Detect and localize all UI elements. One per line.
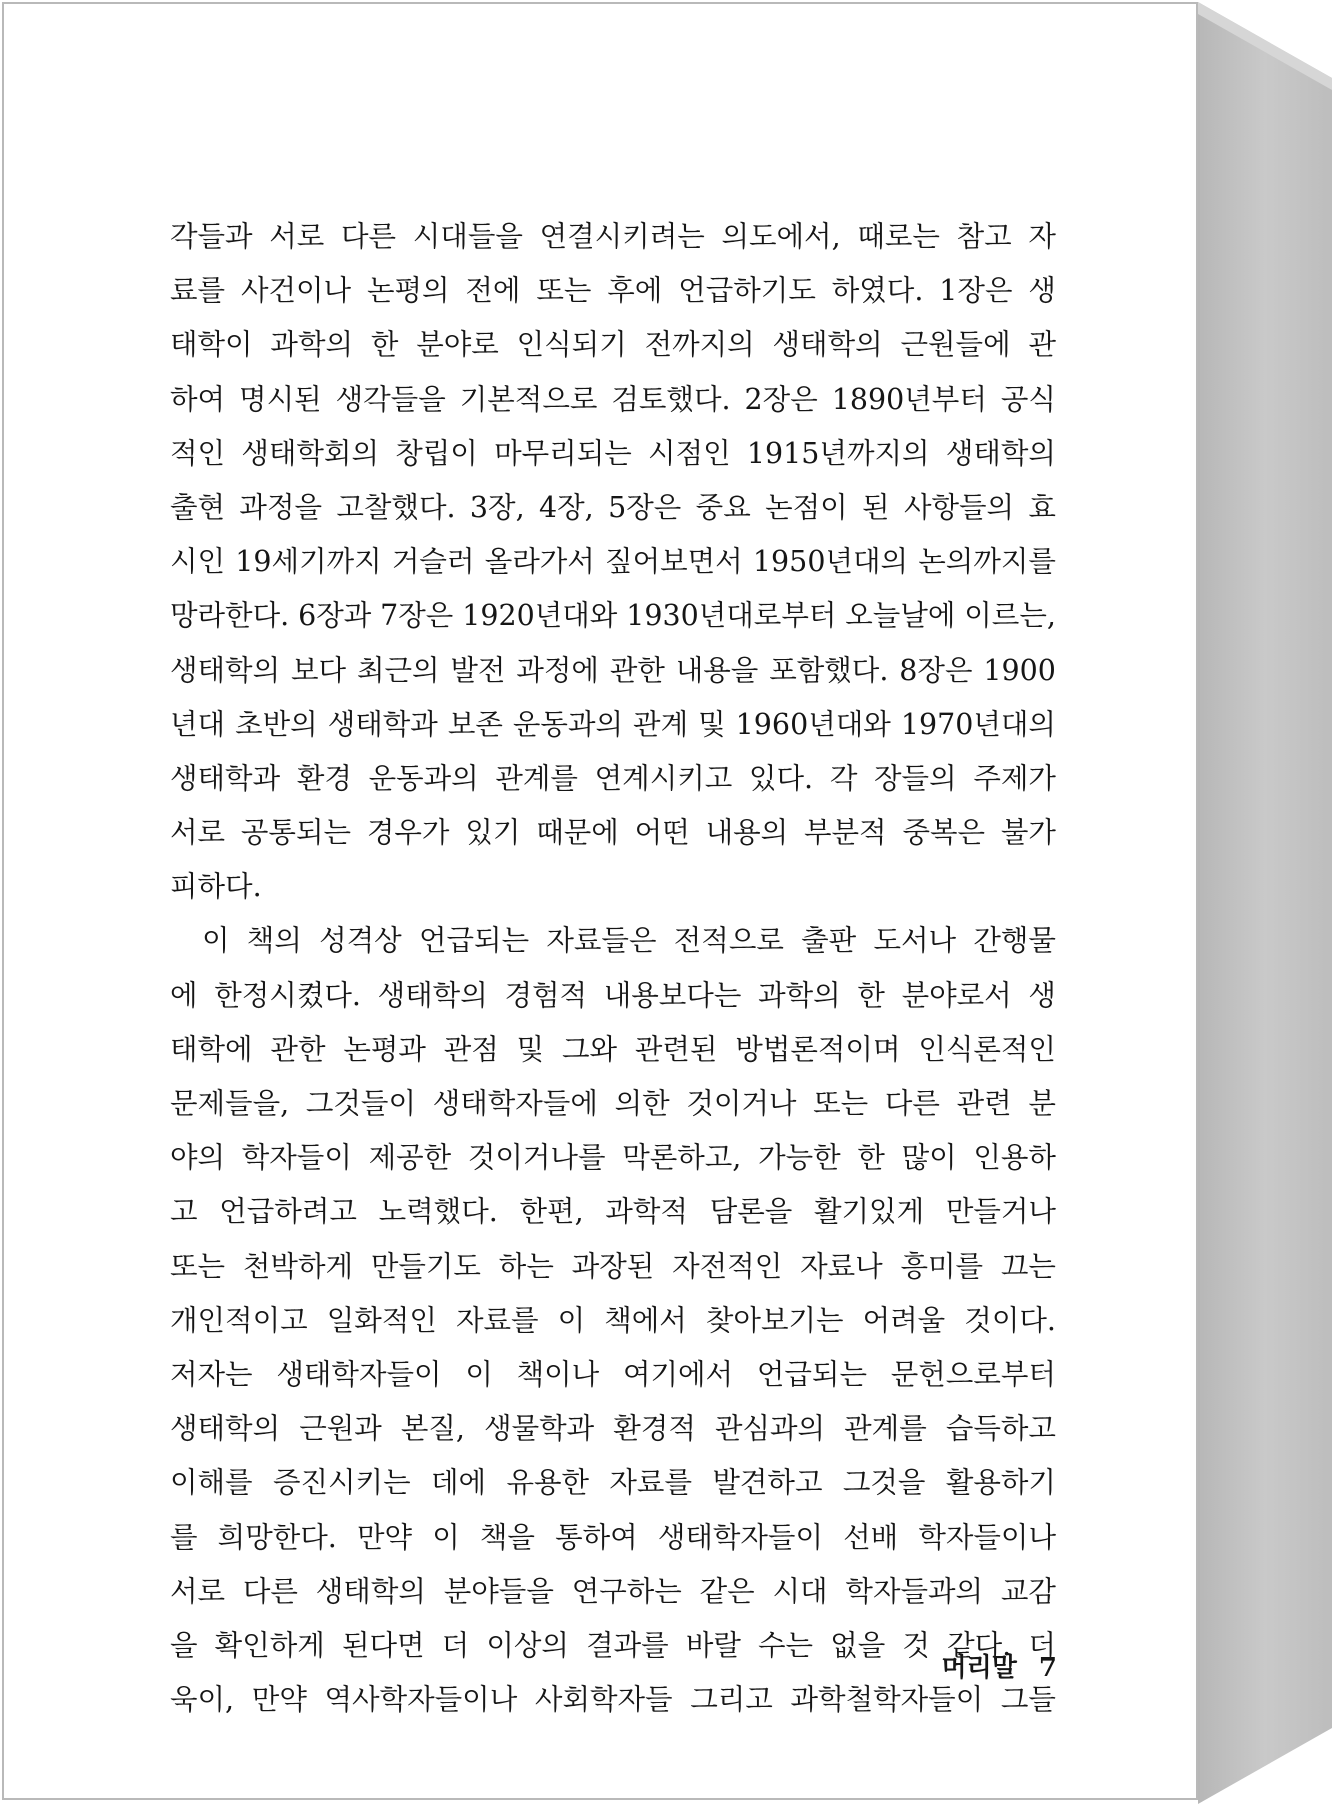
page-number: 7 xyxy=(1038,1653,1057,1683)
text-line: 서로 다른 생태학의 분야들을 연구하는 같은 시대 학자들과의 교감 xyxy=(170,1574,1056,1608)
text-line: 저자는 생태학자들이 이 책이나 여기에서 언급되는 문헌으로부터 xyxy=(170,1357,1056,1391)
text-line: 이 책의 성격상 언급되는 자료들은 전적으로 출판 도서나 간행물 xyxy=(202,924,1056,958)
text-line: 적인 생태학회의 창립이 마무리되는 시점인 1915년까지의 생태학의 xyxy=(170,436,1056,470)
text-line: 생태학과 환경 운동과의 관계를 연계시키고 있다. 각 장들의 주제가 xyxy=(170,761,1056,795)
footer-section-title: 머리말 xyxy=(941,1653,1017,1683)
running-footer xyxy=(942,1647,1057,1684)
text-line: 문제들을, 그것들이 생태학자들에 의한 것이거나 또는 다른 관련 분 xyxy=(170,1087,1056,1120)
text-line: 서로 공통되는 경우가 있기 때문에 어떤 내용의 부분적 중복은 불가 xyxy=(170,816,1056,850)
text-line: 각들과 서로 다른 시대들을 연결시키려는 의도에서, 때로는 참고 자 xyxy=(170,220,1056,253)
text-line: 또는 천박하게 만들기도 하는 과장된 자전적인 자료나 흥미를 끄는 xyxy=(170,1249,1056,1283)
text-line: 망라한다. 6장과 7장은 1920년대와 1930년대로부터 오늘날에 이르는, xyxy=(170,599,1056,633)
text-line: 하여 명시된 생각들을 기본적으로 검토했다. 2장은 1890년부터 공식 xyxy=(170,382,1056,416)
text-line: 이해를 증진시키는 데에 유용한 자료를 발견하고 그것을 활용하기 xyxy=(170,1466,1056,1500)
text-line: 년대 초반의 생태학과 보존 운동과의 관계 및 1960년대와 1970년대의 xyxy=(170,707,1056,741)
text-line: 태학이 과학의 한 분야로 인식되기 전까지의 생태학의 근원들에 관 xyxy=(170,328,1056,362)
text-line: 에 한정시켰다. 생태학의 경험적 내용보다는 과학의 한 분야로서 생 xyxy=(170,978,1056,1012)
text-line: 를 희망한다. 만약 이 책을 통하여 생태학자들이 선배 학자들이나 xyxy=(170,1520,1056,1554)
text-line: 을 확인하게 된다면 더 이상의 결과를 바랄 수는 없을 것 같다. 더 xyxy=(170,1628,1056,1662)
page-stack-side xyxy=(1198,2,1332,1804)
text-line: 료를 사건이나 논평의 전에 또는 후에 언급하기도 하였다. 1장은 생 xyxy=(170,274,1056,308)
text-line: 시인 19세기까지 거슬러 올라가서 짚어보면서 1950년대의 논의까지를 xyxy=(170,545,1056,579)
body-text xyxy=(170,210,1056,1727)
text-line: 피하다. xyxy=(170,870,262,904)
text-line: 태학에 관한 논평과 관점 및 그와 관련된 방법론적이며 인식론적인 xyxy=(170,1032,1056,1066)
text-line: 욱이, 만약 역사학자들이나 사회학자들 그리고 과학철학자들이 그들 xyxy=(170,1683,1056,1717)
text-line: 생태학의 보다 최근의 발전 과정에 관한 내용을 포함했다. 8장은 1900 xyxy=(170,653,1056,687)
text-line: 야의 학자들이 제공한 것이거나를 막론하고, 가능한 한 많이 인용하 xyxy=(170,1141,1056,1175)
text-line: 고 언급하려고 노력했다. 한편, 과학적 담론을 활기있게 만들거나 xyxy=(170,1195,1056,1229)
text-line: 출현 과정을 고찰했다. 3장, 4장, 5장은 중요 논점이 된 사항들의 효 xyxy=(170,490,1056,524)
text-line: 개인적이고 일화적인 자료를 이 책에서 찾아보기는 어려울 것이다. xyxy=(170,1303,1056,1337)
text-line: 생태학의 근원과 본질, 생물학과 환경적 관심과의 관계를 습득하고 xyxy=(170,1412,1056,1446)
